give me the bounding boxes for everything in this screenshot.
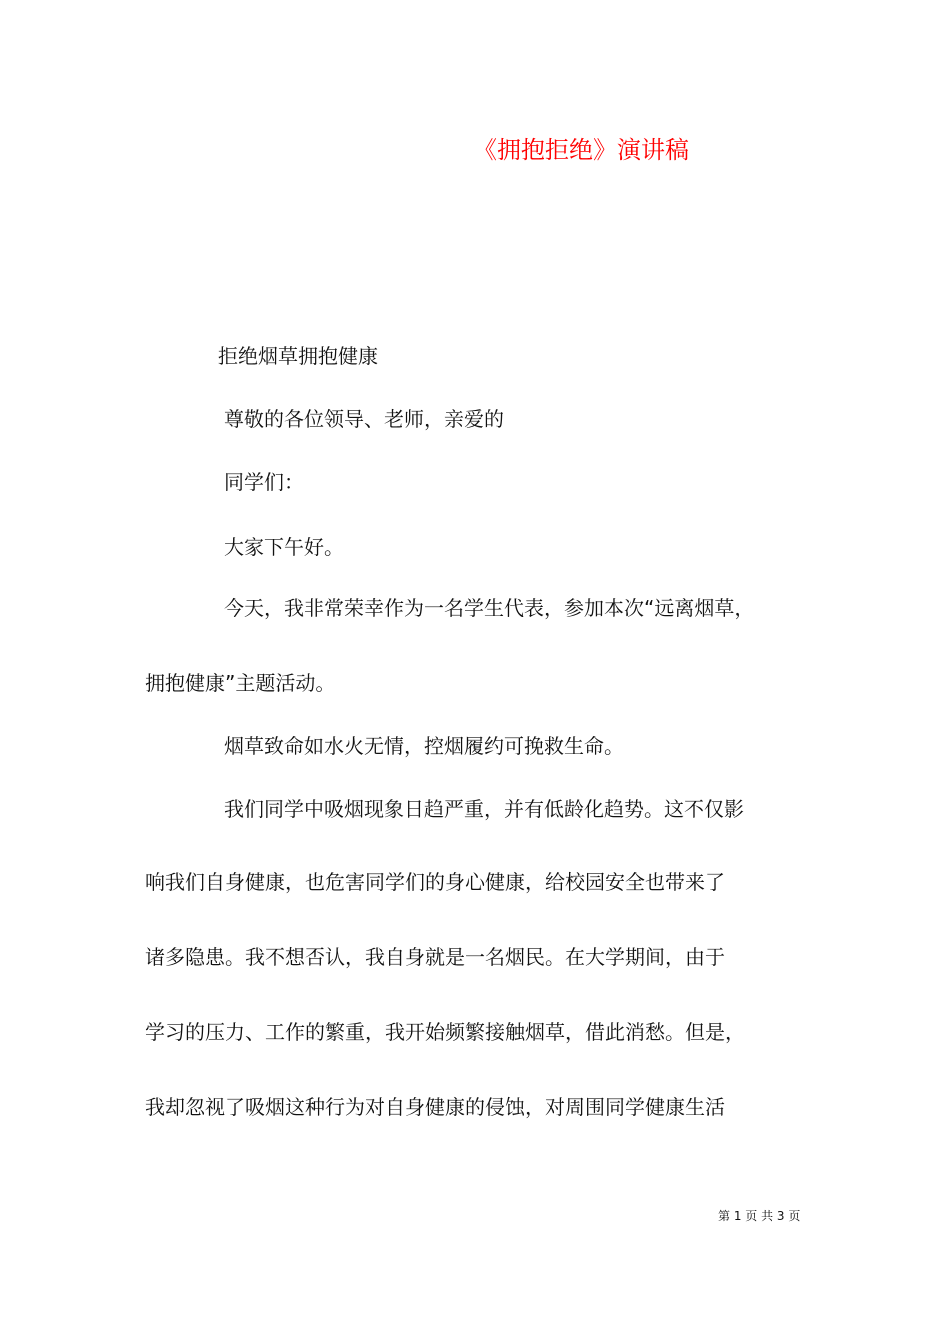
speech-heading: 拒绝烟草拥抱健康 [218, 344, 378, 368]
salutation-line-2: 同学们： [224, 470, 304, 494]
paragraph-line: 诸多隐患。我不想否认，我自身就是一名烟民。在大学期间，由于 [145, 945, 725, 969]
paragraph-line: 今天，我非常荣幸作为一名学生代表，参加本次“远离烟草， [224, 596, 755, 620]
document-title: 《拥抱拒绝》演讲稿 [473, 136, 689, 164]
salutation-line-1: 尊敬的各位领导、老师，亲爱的 [224, 407, 504, 431]
paragraph-line: 拥抱健康”主题活动。 [145, 671, 336, 695]
paragraph-line: 我却忽视了吸烟这种行为对自身健康的侵蚀，对周围同学健康生活 [145, 1095, 725, 1119]
greeting-line: 大家下午好。 [224, 535, 344, 559]
paragraph-line: 我们同学中吸烟现象日趋严重，并有低龄化趋势。这不仅影 [224, 797, 744, 821]
paragraph-line: 响我们自身健康，也危害同学们的身心健康，给校园安全也带来了 [145, 870, 725, 894]
paragraph-line: 烟草致命如水火无情，控烟履约可挽救生命。 [224, 734, 624, 758]
paragraph-line: 学习的压力、工作的繁重，我开始频繁接触烟草，借此消愁。但是， [145, 1020, 745, 1044]
page-indicator: 第 1 页 共 3 页 [718, 1209, 801, 1223]
